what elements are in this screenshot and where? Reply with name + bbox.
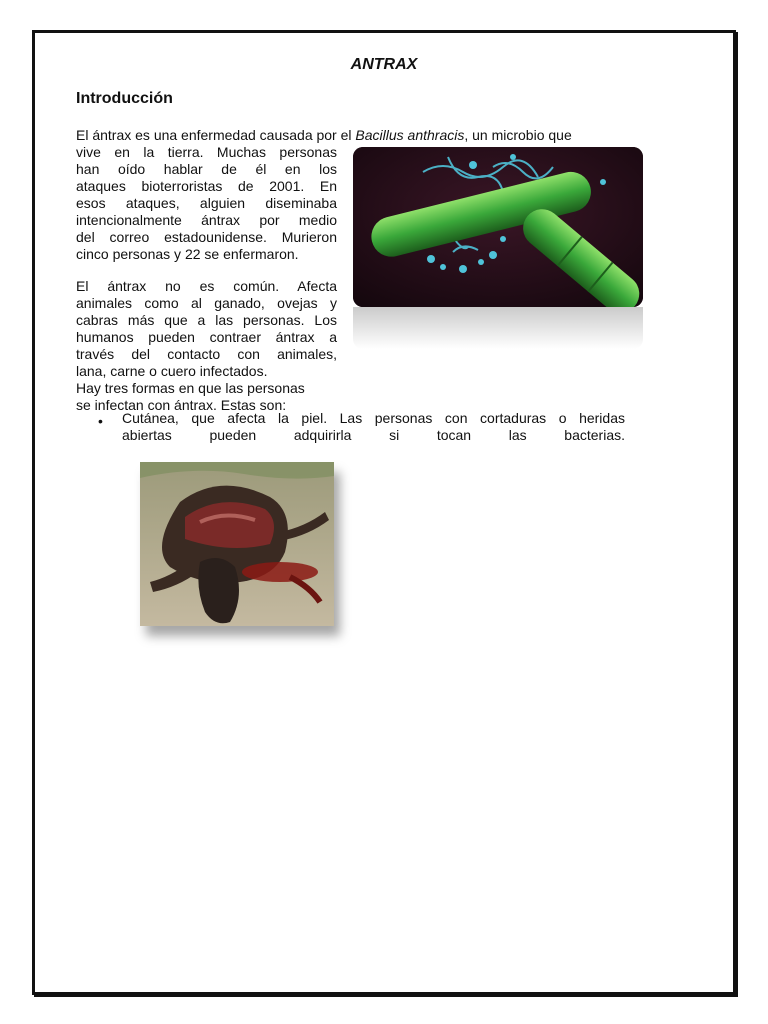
paragraph-2-line: cabras más que a las personas. Los — [76, 312, 337, 328]
paragraph-2-line: El ántrax no es común. Afecta — [76, 278, 337, 294]
document-title: ANTRAX — [350, 56, 418, 73]
bacteria-micrograph-image — [353, 147, 643, 307]
intro-suffix: , un microbio que — [464, 127, 572, 143]
section-heading: Introducción — [76, 90, 173, 107]
infected-animal-photo — [140, 462, 334, 626]
paragraph-2-line: humanos pueden contraer ántrax a — [76, 329, 337, 345]
bullet-marker: • — [98, 413, 103, 429]
bullet-line: Cutánea, que afecta la piel. Las personas con cortaduras o heridas — [122, 410, 625, 426]
paragraph-2 — [76, 278, 337, 414]
intro-line — [76, 127, 631, 144]
paragraph-2-line: animales como al ganado, ovejas y — [76, 295, 337, 311]
paragraph-1-line: del correo estadounidense. Murieron — [76, 229, 337, 245]
bullet-line: abiertas pueden adquirirla si tocan las bacterias. — [122, 427, 625, 443]
paragraph-1 — [76, 144, 337, 263]
paragraph-2-line: se infectan con ántrax. Estas son: — [76, 397, 287, 413]
paragraph-1-line: vive en la tierra. Muchas personas — [76, 144, 337, 160]
paragraph-2-line: Hay tres formas en que las personas — [76, 380, 305, 396]
paragraph-1-line: intencionalmente ántrax por medio — [76, 212, 337, 228]
paragraph-1-line: cinco personas y 22 se enfermaron. — [76, 246, 299, 262]
intro-species: Bacillus anthracis — [355, 127, 465, 143]
paragraph-1-line: esos ataques, alguien diseminaba — [76, 195, 337, 211]
image-reflection — [353, 307, 643, 349]
bullet-item — [122, 410, 625, 444]
paragraph-2-line: través del contacto con animales, — [76, 346, 337, 362]
paragraph-2-line: lana, carne o cuero infectados. — [76, 363, 268, 379]
animal-illustration — [140, 462, 334, 626]
paragraph-1-line: ataques bioterroristas de 2001. En — [76, 178, 337, 194]
intro-prefix: El ántrax es una enfermedad causada por el — [76, 127, 356, 143]
paragraph-1-line: han oído hablar de él en los — [76, 161, 337, 177]
bacteria-illustration — [353, 147, 643, 307]
